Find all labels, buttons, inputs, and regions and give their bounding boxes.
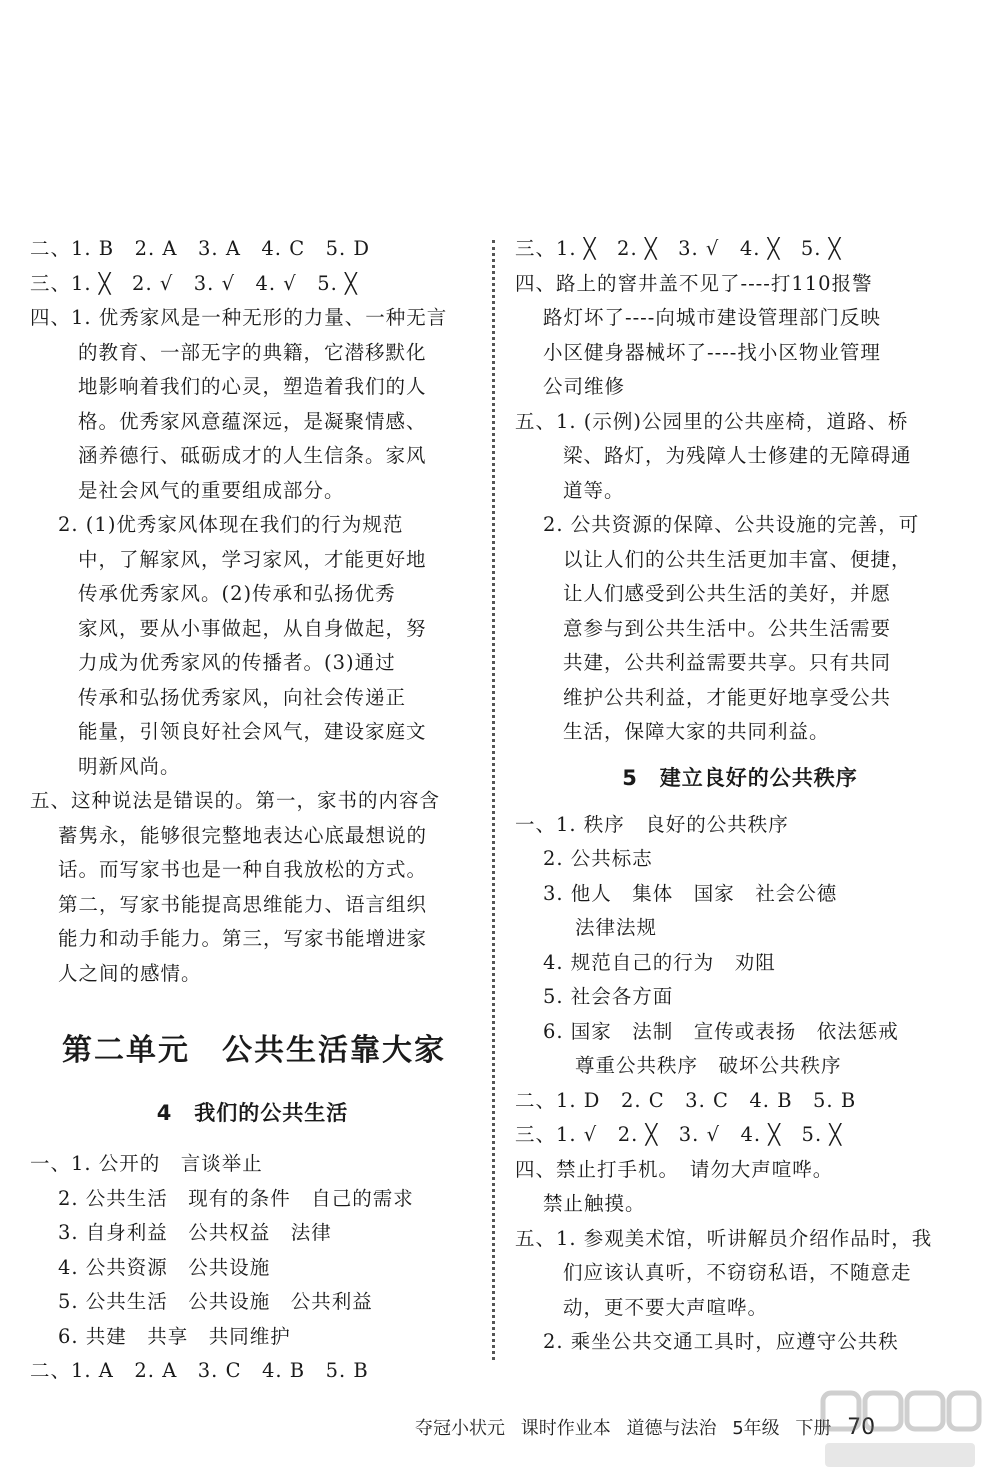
answer-line: 中，了解家风，学习家风，才能更好地 (78, 547, 427, 571)
watermark-logo-icon (815, 1385, 985, 1475)
answer-line: 一、1. 秩序 良好的公共秩序 (515, 812, 789, 836)
answer-line: 话。而写家书也是一种自我放松的方式。 (58, 858, 428, 881)
answer-line: 法律法规 (575, 916, 658, 939)
answer-line: 共建，公共利益需要共享。只有共同 (563, 651, 892, 674)
footer-grade: 5年级 (732, 1418, 780, 1439)
answer-line: 传承和弘扬优秀家风，向社会传递正 (78, 685, 407, 709)
right-column (515, 232, 965, 1360)
answer-line: 二、1. D 2. C 3. C 4. B 5. B (515, 1088, 857, 1112)
answer-line: 四、1. 优秀家风是一种无形的力量、一种无言 (30, 306, 448, 329)
answer-line: 二、1. B 2. A 3. A 4. C 5. D (30, 237, 371, 260)
answer-line: 2. 公共生活 现有的条件 自己的需求 (58, 1186, 414, 1210)
answer-line: 能量，引领良好社会风气，建设家庭文 (78, 720, 427, 743)
answer-line: 维护公共利益，才能更好地享受公共 (563, 685, 892, 709)
answer-line: 尊重公共秩序 破坏公共秩序 (575, 1054, 842, 1077)
answer-line: 传承优秀家风。(2)传承和弘扬优秀 (78, 582, 396, 605)
answer-line: 五、这种说法是错误的。第一，家书的内容含 (30, 789, 441, 812)
answer-line: 家风，要从小事做起，从自身做起，努 (78, 616, 427, 640)
answer-line: 五、1. (示例)公园里的公共座椅，道路、桥 (515, 409, 909, 433)
answer-line: 格。优秀家风意蕴深远，是凝聚情感、 (78, 409, 427, 433)
answer-line: 让人们感受到公共生活的美好，并愿 (563, 582, 892, 605)
answer-line: 小区健身器械坏了----找小区物业管理 (543, 340, 881, 364)
section-title: 5 建立良好的公共秩序 (622, 765, 858, 790)
answer-line: 5. 社会各方面 (543, 985, 674, 1008)
answer-line: 梁、路灯，为残障人士修建的无障碍通 (563, 444, 912, 467)
answer-line: 3. 自身利益 公共权益 法律 (58, 1221, 332, 1244)
answer-line: 三、1. √ 2. ╳ 3. √ 4. ╳ 5. ╳ (515, 1123, 843, 1146)
answer-line: 四、路上的窨井盖不见了----打110报警 (515, 271, 873, 295)
answer-line: 的教育、一部无字的典籍，它潜移默化 (78, 340, 427, 364)
answer-line: 地影响着我们的心灵，塑造着我们的人 (78, 375, 427, 398)
answer-line: 3. 他人 集体 国家 社会公德 (543, 881, 838, 905)
answer-line: 五、1. 参观美术馆，听讲解员介绍作品时，我 (515, 1226, 933, 1250)
answer-line: 公司维修 (543, 375, 626, 398)
answer-line: 涵养德行、砥砺成才的人生信条。家风 (78, 444, 427, 467)
footer-book: 课时作业本 (520, 1418, 611, 1439)
answer-line: 意参与到公共生活中。公共生活需要 (563, 616, 892, 640)
answer-line: 6. 共建 共享 共同维护 (58, 1324, 291, 1348)
answer-line: 2. 公共资源的保障、公共设施的完善，可 (543, 513, 920, 536)
answer-line: 明新风尚。 (78, 754, 181, 778)
left-column (30, 232, 475, 1389)
footer-brand: 夺冠小状元 (415, 1418, 505, 1439)
footer-volume: 下册 (795, 1418, 832, 1439)
answer-line: 以让人们的公共生活更加丰富、便捷， (563, 547, 912, 571)
answer-line: 人之间的感情。 (58, 961, 202, 985)
answer-line: 一、1. 公开的 言谈举止 (30, 1152, 263, 1175)
answer-line: 6. 国家 法制 宣传或表扬 依法惩戒 (543, 1019, 899, 1043)
answer-line: 蓄隽永，能够很完整地表达心底最想说的 (58, 823, 428, 847)
answer-line: 4. 规范自己的行为 劝阻 (543, 950, 776, 974)
answer-line: 4. 公共资源 公共设施 (58, 1255, 271, 1279)
answer-line: 路灯坏了----向城市建设管理部门反映 (543, 306, 881, 329)
answer-line: 5. 公共生活 公共设施 公共利益 (58, 1290, 373, 1313)
section-title: 4 我们的公共生活 (156, 1101, 349, 1125)
answer-line: 生活，保障大家的共同利益。 (563, 720, 830, 743)
answer-line: 们应该认真听，不窃窃私语，不随意走 (563, 1261, 912, 1284)
answer-line: 三、1. ╳ 2. ╳ 3. √ 4. ╳ 5. ╳ (515, 237, 842, 260)
column-divider (492, 240, 495, 1360)
answer-line: 禁止触摸。 (543, 1192, 646, 1215)
page-number: 70 (847, 1415, 876, 1440)
answer-line: 能力和动手能力。第三，写家书能增进家 (58, 927, 428, 950)
answer-line: 三、1. ╳ 2. √ 3. √ 4. √ 5. ╳ (30, 271, 358, 295)
answer-line: 2. (1)优秀家风体现在我们的行为规范 (58, 513, 404, 536)
footer-subject: 道德与法治 (626, 1418, 717, 1439)
answer-line: 第二，写家书能提高思维能力、语言组织 (58, 892, 428, 916)
answer-line: 是社会风气的重要组成部分。 (78, 478, 345, 502)
answer-line: 2. 公共标志 (543, 847, 653, 870)
answer-line: 力成为优秀家风的传播者。(3)通过 (78, 651, 396, 674)
answer-line: 动，更不要大声喧哗。 (563, 1295, 769, 1319)
answer-line: 2. 乘坐公共交通工具时，应遵守公共秩 (543, 1330, 899, 1353)
answer-line: 四、禁止打手机。 请勿大声喧哗。 (515, 1157, 834, 1181)
answer-line: 道等。 (563, 478, 625, 502)
answer-line: 二、1. A 2. A 3. C 4. B 5. B (30, 1359, 369, 1382)
unit-title: 第二单元 公共生活靠大家 (62, 1033, 446, 1068)
